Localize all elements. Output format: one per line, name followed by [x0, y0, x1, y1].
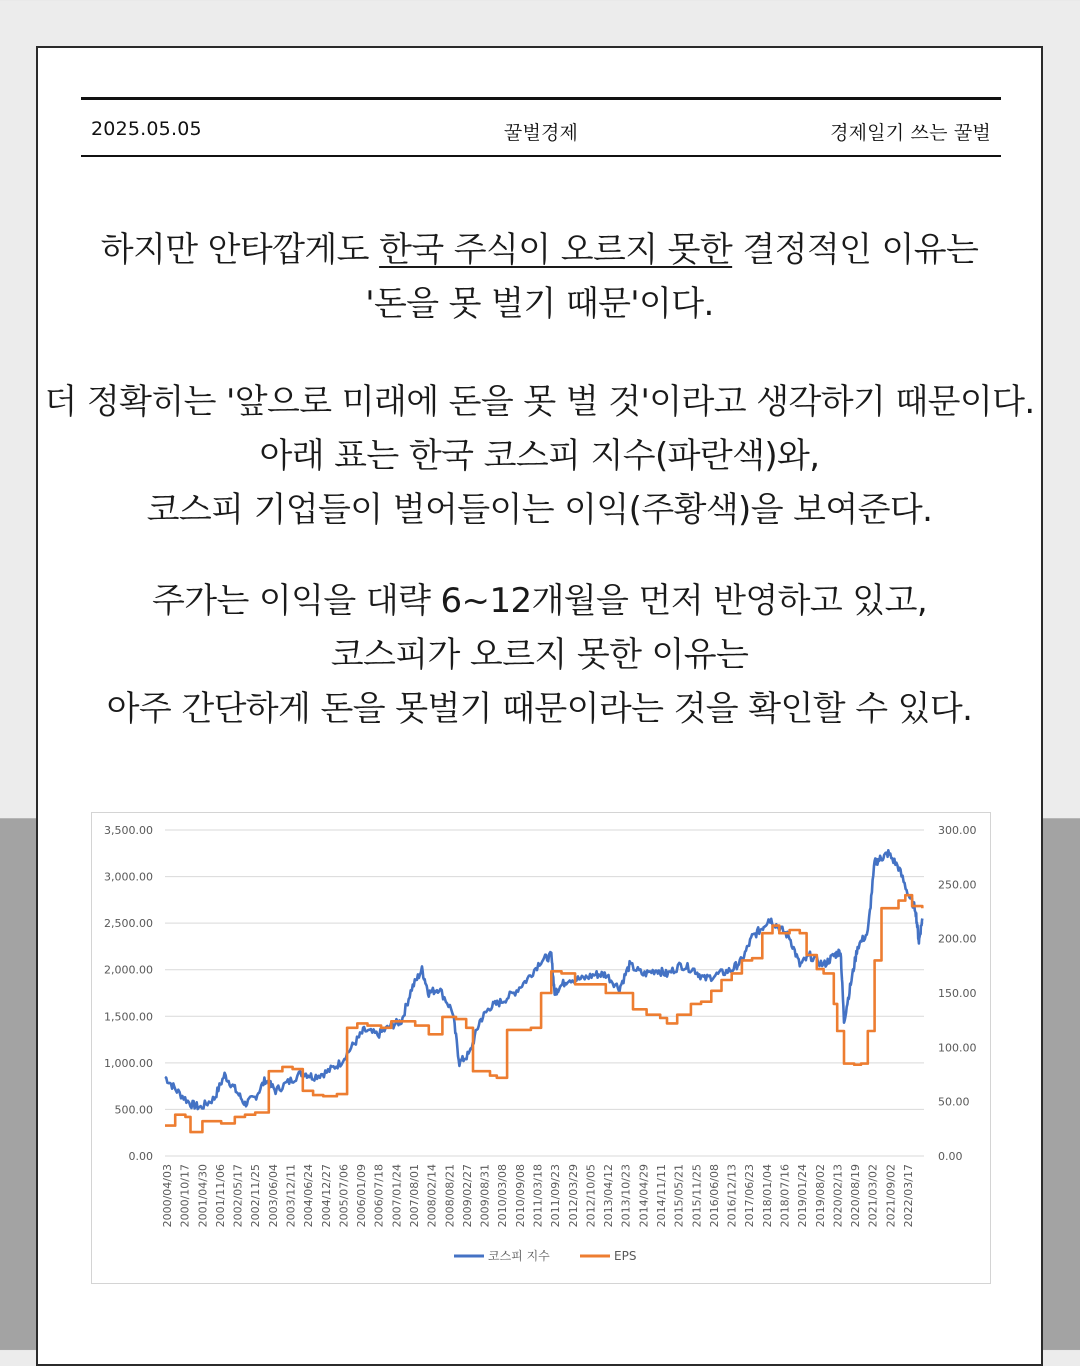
x-tick-label: 2000/10/17	[178, 1164, 192, 1228]
y-left-tick-label: 1,000.00	[104, 1056, 153, 1070]
brand-tagline: 경제일기 쓰는 꿀벌	[830, 122, 991, 144]
x-tick-label: 2022/03/17	[902, 1164, 915, 1228]
x-tick-label: 2001/11/06	[213, 1164, 227, 1228]
brand-name: 꿀벌경제	[503, 122, 579, 144]
y-left-tick-label: 2,000.00	[104, 963, 153, 977]
x-tick-label: 2021/03/02	[866, 1164, 880, 1228]
x-tick-label: 2000/04/03	[161, 1164, 174, 1228]
y-right-tick-label: 0.00	[938, 1150, 963, 1163]
paragraph-3-line-3: 아주 간단하게 돈을 못벌기 때문이라는 것을 확인할 수 있다.	[106, 689, 973, 729]
x-tick-label: 2008/08/21	[443, 1164, 457, 1228]
x-tick-label: 2016/12/13	[725, 1164, 739, 1228]
post-date: 2025.05.05	[91, 118, 202, 140]
x-tick-label: 2014/11/11	[655, 1164, 668, 1228]
x-tick-label: 2018/01/04	[760, 1164, 774, 1228]
x-tick-label: 2009/02/27	[460, 1164, 474, 1228]
underlined-phrase: 한국 주식이 오르지 못한	[379, 230, 733, 270]
post-header	[81, 97, 1001, 157]
y-right-tick-label: 150.00	[938, 987, 977, 1000]
x-tick-label: 2001/04/30	[196, 1164, 210, 1228]
y-left-tick-label: 500.00	[114, 1103, 153, 1117]
paragraph-2	[38, 375, 1041, 537]
x-tick-label: 2002/05/17	[231, 1164, 245, 1228]
x-tick-label: 2019/08/02	[813, 1164, 827, 1228]
x-tick-label: 2010/09/08	[513, 1164, 527, 1228]
paragraph-3	[38, 574, 1041, 736]
paragraph-3-line-1: 주가는 이익을 대략 6~12개월을 먼저 반영하고 있고,	[151, 581, 928, 621]
paragraph-2-line-1: 더 정확히는 '앞으로 미래에 돈을 못 벌 것'이라고 생각하기 때문이다.	[44, 382, 1035, 422]
paragraph-2-line-2: 아래 표는 한국 코스피 지수(파란색)와,	[259, 436, 820, 476]
x-tick-label: 2013/10/23	[619, 1164, 633, 1228]
x-tick-label: 2003/06/04	[266, 1164, 280, 1228]
x-tick-label: 2015/11/25	[690, 1164, 704, 1228]
x-tick-label: 2011/03/18	[531, 1164, 545, 1228]
paragraph-2-line-3: 코스피 기업들이 벌어들이는 이익(주황색)을 보여준다.	[146, 490, 933, 530]
chart-svg	[92, 813, 990, 1283]
x-tick-label: 2003/12/11	[284, 1164, 298, 1228]
text-segment: 하지만 안타깝게도	[100, 230, 380, 270]
kospi-eps-chart	[91, 812, 991, 1284]
x-tick-label: 2013/04/12	[602, 1164, 616, 1228]
y-right-tick-label: 50.00	[938, 1095, 970, 1109]
x-tick-label: 2009/08/31	[478, 1164, 492, 1228]
paragraph-1	[38, 223, 1041, 331]
y-right-tick-label: 200.00	[938, 932, 977, 946]
post-card	[36, 46, 1043, 1366]
y-left-tick-label: 0.00	[128, 1150, 153, 1163]
x-tick-label: 2007/01/24	[390, 1164, 404, 1228]
x-tick-label: 2020/02/13	[831, 1164, 845, 1228]
y-left-tick-label: 1,500.00	[104, 1010, 153, 1024]
x-tick-label: 2008/02/14	[425, 1164, 439, 1228]
x-tick-label: 2004/12/27	[319, 1164, 333, 1228]
x-tick-label: 2019/01/24	[796, 1164, 810, 1228]
y-left-tick-label: 2,500.00	[104, 917, 153, 931]
x-tick-label: 2012/10/05	[584, 1164, 598, 1228]
y-right-tick-label: 100.00	[938, 1041, 977, 1055]
x-tick-label: 2012/03/29	[566, 1164, 580, 1228]
x-tick-label: 2004/06/24	[302, 1164, 316, 1228]
x-tick-label: 2016/06/08	[707, 1164, 721, 1228]
series-line-eps	[165, 895, 922, 1132]
x-tick-label: 2010/03/08	[496, 1164, 510, 1228]
y-right-tick-label: 300.00	[938, 824, 977, 837]
x-tick-label: 2011/09/23	[549, 1164, 563, 1228]
text-segment: 결정적인 이유는	[732, 230, 979, 270]
x-tick-label: 2017/06/23	[743, 1164, 757, 1228]
x-tick-label: 2020/08/19	[849, 1164, 863, 1228]
paragraph-1-line-2: '돈을 못 벌기 때문'이다.	[365, 284, 714, 324]
x-tick-label: 2015/05/21	[672, 1164, 686, 1228]
x-tick-label: 2007/08/01	[408, 1164, 421, 1228]
x-tick-label: 2006/01/09	[355, 1164, 369, 1228]
y-right-tick-label: 250.00	[938, 878, 977, 892]
paragraph-3-line-2: 코스피가 오르지 못한 이유는	[330, 635, 749, 675]
x-tick-label: 2014/04/29	[637, 1164, 651, 1228]
legend-label: 코스피 지수	[488, 1249, 550, 1263]
x-tick-label: 2002/11/25	[249, 1164, 263, 1228]
paragraph-1-line-1	[38, 223, 1041, 277]
x-tick-label: 2005/07/06	[337, 1164, 351, 1228]
y-left-tick-label: 3,500.00	[104, 824, 153, 837]
legend-label: EPS	[614, 1249, 637, 1263]
y-left-tick-label: 3,000.00	[104, 870, 153, 884]
x-tick-label: 2006/07/18	[372, 1164, 386, 1228]
x-tick-label: 2018/07/16	[778, 1164, 792, 1228]
x-tick-label: 2021/09/02	[884, 1164, 898, 1228]
